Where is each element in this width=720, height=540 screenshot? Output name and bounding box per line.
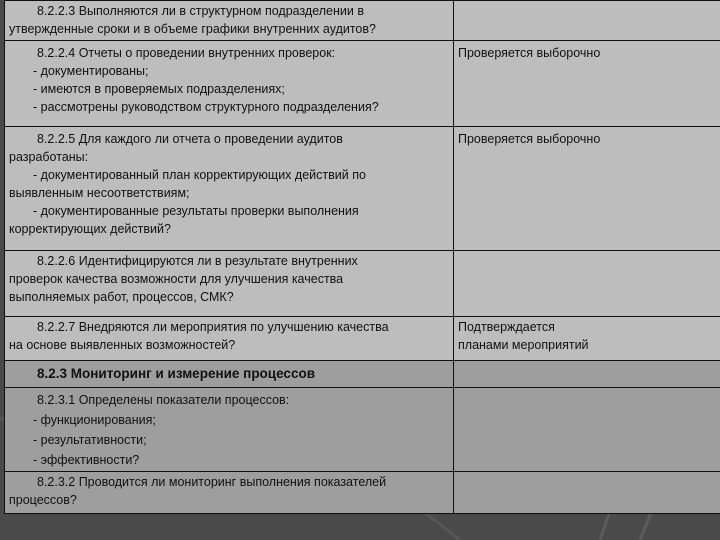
question-text: 8.2.3.1 Определены показатели процессов: xyxy=(37,393,290,407)
question-text: процессов? xyxy=(9,493,77,507)
note-text: Проверяется выборочно xyxy=(458,46,601,60)
table-row xyxy=(5,251,720,317)
question-text: - функционирования; xyxy=(33,413,156,427)
question-cell xyxy=(5,472,454,514)
question-cell xyxy=(5,317,454,361)
question-text: - эффективности? xyxy=(33,453,140,467)
note-cell xyxy=(454,317,720,361)
note-cell xyxy=(454,127,720,251)
question-text: 8.2.2.6 Идентифицируются ли в результате внутренних xyxy=(37,254,358,268)
audit-checklist-table xyxy=(4,0,720,514)
question-text: 8.2.2.5 Для каждого ли отчета о проведении аудитов xyxy=(37,132,343,146)
question-cell xyxy=(5,251,454,317)
note-cell xyxy=(454,388,720,472)
question-text: - документированный план корректирующих действий по xyxy=(33,168,366,182)
note-cell xyxy=(454,251,720,317)
question-cell xyxy=(5,127,454,251)
note-cell xyxy=(454,1,720,41)
section-heading: 8.2.3 Мониторинг и измерение процессов xyxy=(37,366,315,381)
question-text: 8.2.2.7 Внедряются ли мероприятия по улучшению качества xyxy=(37,320,389,334)
question-text: - рассмотрены руководством структурного подразделения? xyxy=(33,100,379,114)
question-text: - имеются в проверяемых подразделениях; xyxy=(33,82,285,96)
question-cell xyxy=(5,388,454,472)
note-cell xyxy=(454,472,720,514)
question-text: 8.2.2.4 Отчеты о проведении внутренних проверок: xyxy=(37,46,336,60)
question-text: 8.2.3.2 Проводится ли мониторинг выполнения показателей xyxy=(37,475,387,489)
section-heading-cell xyxy=(5,361,454,388)
question-text: проверок качества возможности для улучшения качества xyxy=(9,272,344,286)
note-text: Подтверждается xyxy=(458,320,555,334)
question-text: - документированы; xyxy=(33,64,149,78)
question-text: выявленным несоответствиям; xyxy=(9,186,190,200)
question-text: корректирующих действий? xyxy=(9,222,171,236)
question-text: 8.2.2.3 Выполняются ли в структурном подразделении в xyxy=(37,4,364,18)
table-row xyxy=(5,1,720,41)
note-cell xyxy=(454,361,720,388)
question-text: утвержденные сроки и в объеме графики внутренних аудитов? xyxy=(9,22,376,36)
question-cell xyxy=(5,41,454,127)
note-cell xyxy=(454,41,720,127)
section-heading-row xyxy=(5,361,720,388)
table-row xyxy=(5,41,720,127)
question-text: - документированные результаты проверки выполнения xyxy=(33,204,359,218)
question-text: разработаны: xyxy=(9,150,89,164)
question-text: на основе выявленных возможностей? xyxy=(9,338,236,352)
table-row xyxy=(5,127,720,251)
note-text: планами мероприятий xyxy=(458,338,589,352)
table-row xyxy=(5,472,720,514)
note-text: Проверяется выборочно xyxy=(458,132,601,146)
table-row xyxy=(5,317,720,361)
question-text: - результативности; xyxy=(33,433,147,447)
question-text: выполняемых работ, процессов, СМК? xyxy=(9,290,234,304)
table-row xyxy=(5,388,720,472)
question-cell xyxy=(5,1,454,41)
